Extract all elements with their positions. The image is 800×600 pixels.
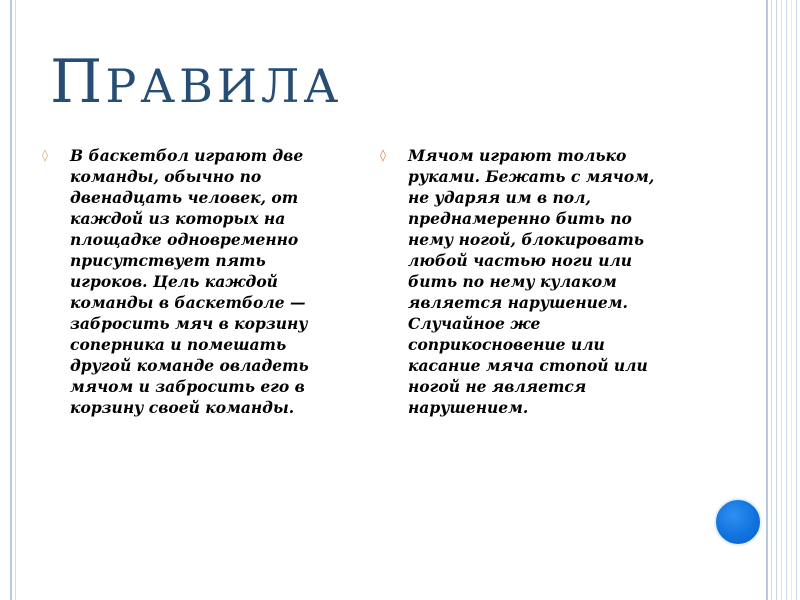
bullet-icon: ◊	[380, 148, 386, 162]
right-frame-line	[771, 0, 772, 600]
right-column	[380, 145, 680, 418]
left-column-text: В баскетбол играют две команды, обычно по двенадцать человек, от каждой из которых на площадке одновременно присутствует пять игроков. Цель каждой команды в баскетболе — забросить мяч в корзину соперника и помешать другой команде овладеть мячом и забросить его в корзину своей команды.	[70, 146, 309, 417]
right-column-text: Мячом играют только руками. Бежать с мячом, не ударяя им в пол, преднамеренно бить по нему ногой, блокировать любой частью ноги или бить по нему кулаком является нарушением. Случайное же соприкосновение или касание мяча стопой или ногой не является нарушением.	[408, 146, 655, 417]
right-frame-line	[791, 0, 792, 600]
right-frame-line	[781, 0, 782, 600]
left-frame-line	[10, 0, 12, 600]
left-column	[42, 145, 342, 418]
right-frame-line	[776, 0, 777, 600]
bullet-icon: ◊	[42, 148, 48, 162]
right-frame-line	[786, 0, 787, 600]
left-frame-line	[15, 0, 16, 600]
right-frame-line	[766, 0, 768, 600]
slide-title-rest: РАВИЛА	[105, 59, 343, 113]
blue-circle-icon	[714, 498, 762, 546]
right-frame-line	[796, 0, 797, 600]
slide-title-initial: П	[50, 47, 106, 117]
slide-title	[50, 47, 343, 117]
